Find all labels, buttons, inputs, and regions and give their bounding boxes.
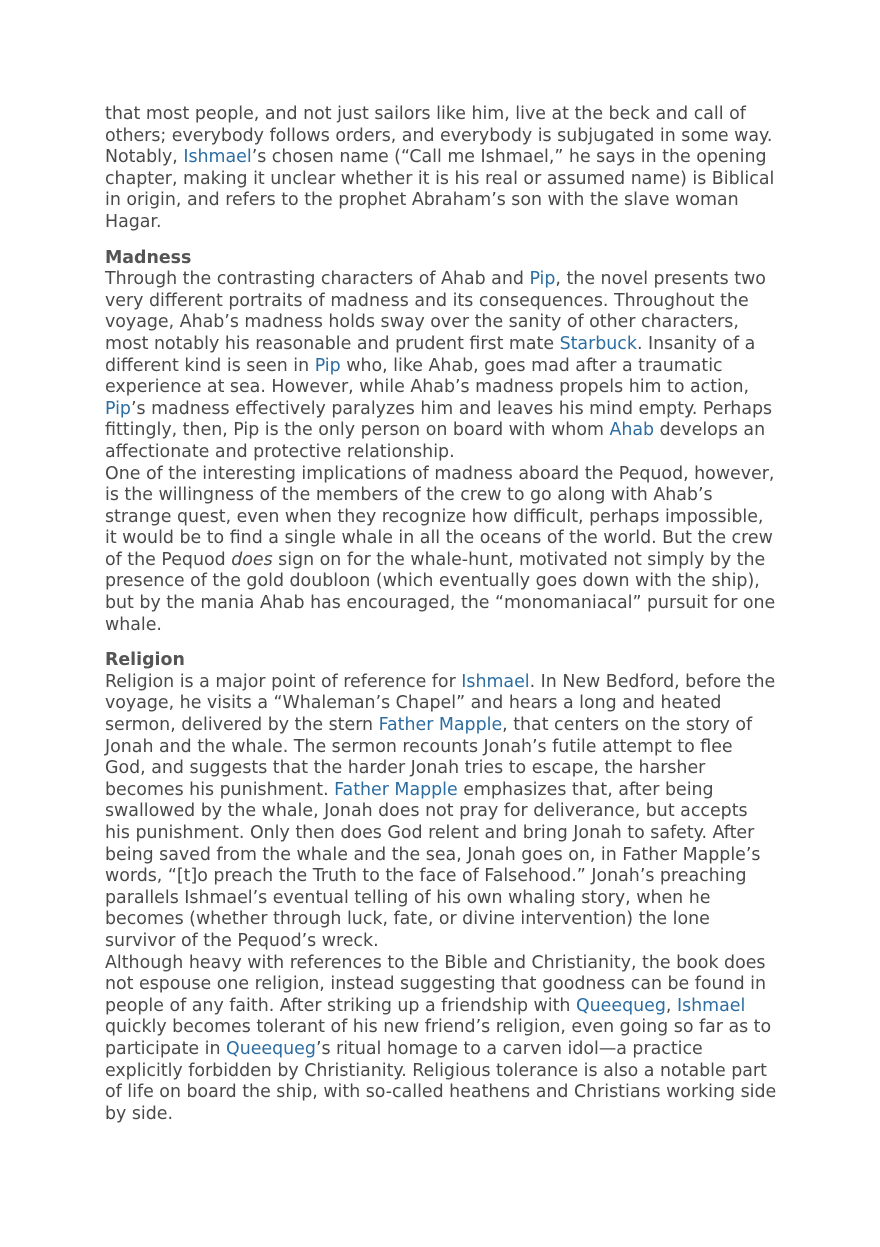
text-run: Religion is a major point of reference for (105, 671, 462, 692)
heading-religion: Religion (105, 650, 185, 671)
text-run: Although heavy with references to the Bible and Christianity, the book does not espouse one religion, instead suggesting that goodness can be found in people of any faith. After striking up a friendship with (105, 952, 767, 1016)
text-run: ’s chosen name (“Call me Ishmael,” he says in the opening chapter, making it unclear whether it is his real or assumed name) is Biblical in origin, and refers to the prophet Abraham’s son with the slave woman Hagar. (105, 147, 775, 232)
religion-paragraph-1 (105, 672, 777, 953)
madness-paragraph-2 (105, 464, 777, 637)
link-father-mapple[interactable]: Father Mapple (378, 715, 503, 736)
text-run: . Insanity of a different kind is seen in (105, 333, 756, 376)
text-run: ’s ritual homage to a carven idol—a practice explicitly forbidden by Christianity. Religious tolerance is also a notable part of life on board the ship, with so-called heathens and Christians working side by side. (105, 1038, 777, 1124)
link-ishmael[interactable]: Ishmael (461, 671, 530, 692)
text-run: One of the interesting implications of madness aboard the Pequod, however, is the willingness of the members of the crew to go along with Ahab’s strange quest, even when they recognize how difficult, perhaps impossible, it would be to find a single whale in all the oceans of the world. But the crew of the Pequod (105, 463, 775, 570)
text-run: , that centers on the story of Jonah and the whale. The sermon recounts Jonah’s futile attempt to flee God, and suggests that the harder Jonah tries to escape, the harsher becomes his punishment. (105, 715, 753, 800)
link-pip[interactable]: Pip (529, 269, 556, 290)
link-ishmael[interactable]: Ishmael (183, 147, 252, 168)
link-father-mapple[interactable]: Father Mapple (334, 779, 458, 800)
link-queequeg[interactable]: Queequeg (226, 1038, 316, 1059)
text-run: that most people, and not just sailors like him, live at the beck and call of others; everybody follows orders, and everybody is subjugated in some way. Notably, (105, 104, 773, 168)
link-queequeg[interactable]: Queequeg (575, 995, 666, 1016)
text-run: , (665, 995, 677, 1016)
text-run: . In New Bedford, before the voyage, he visits a “Whaleman’s Chapel” and hears a long and heated sermon, delivered by the stern (105, 671, 776, 736)
text-run: sign on for the whale-hunt, motivated not simply by the presence of the gold doubloon (which eventually goes down with the ship), but by the mania Ahab has encouraged, the “monomaniacal” pursuit for one whale. (105, 549, 776, 635)
text-run: who, like Ahab, goes mad after a traumatic experience at sea. However, while Ahab’s madness propels him to action, (105, 355, 750, 398)
document-page (105, 104, 777, 1125)
text-run: develops an affectionate and protective relationship. (105, 420, 766, 462)
madness-paragraph-1 (105, 269, 777, 463)
text-run: ’s madness effectively paralyzes him and leaves his mind empty. Perhaps fittingly, then, Pip is the only person on board with whom (105, 398, 773, 441)
link-ishmael[interactable]: Ishmael (676, 995, 746, 1016)
text-run: quickly becomes tolerant of his new friend’s religion, even going so far as to participate in (105, 1017, 772, 1059)
religion-paragraph-2 (105, 953, 777, 1126)
link-starbuck[interactable]: Starbuck (559, 333, 637, 354)
link-ahab[interactable]: Ahab (609, 420, 655, 441)
link-pip[interactable]: Pip (314, 355, 341, 376)
text-run: emphasizes that, after being swallowed by the whale, Jonah does not pray for deliverance, but accepts his punishment. Only then does God relent and bring Jonah to safety. After being saved from the whale and the sea, Jonah goes on, in Father Mapple’s words, “[t]o preach the Truth to the face of Falsehood.” Jonah’s preaching parallels Ishmael’s eventual telling of his own whaling story, when he becomes (whether through luck, fate, or divine intervention) the lone survivor of the Pequod’s wreck. (105, 779, 761, 951)
emphasis-text: does (231, 549, 273, 570)
text-run: , the novel presents two very different portraits of madness and its consequences. Throughout the voyage, Ahab’s madness holds sway over the sanity of other characters, most notably his reasonable and prudent first mate (105, 269, 766, 354)
text-run: Through the contrasting characters of Ahab and (105, 269, 530, 290)
link-pip[interactable]: Pip (105, 398, 131, 419)
heading-madness: Madness (105, 247, 192, 268)
intro-paragraph (105, 104, 777, 234)
